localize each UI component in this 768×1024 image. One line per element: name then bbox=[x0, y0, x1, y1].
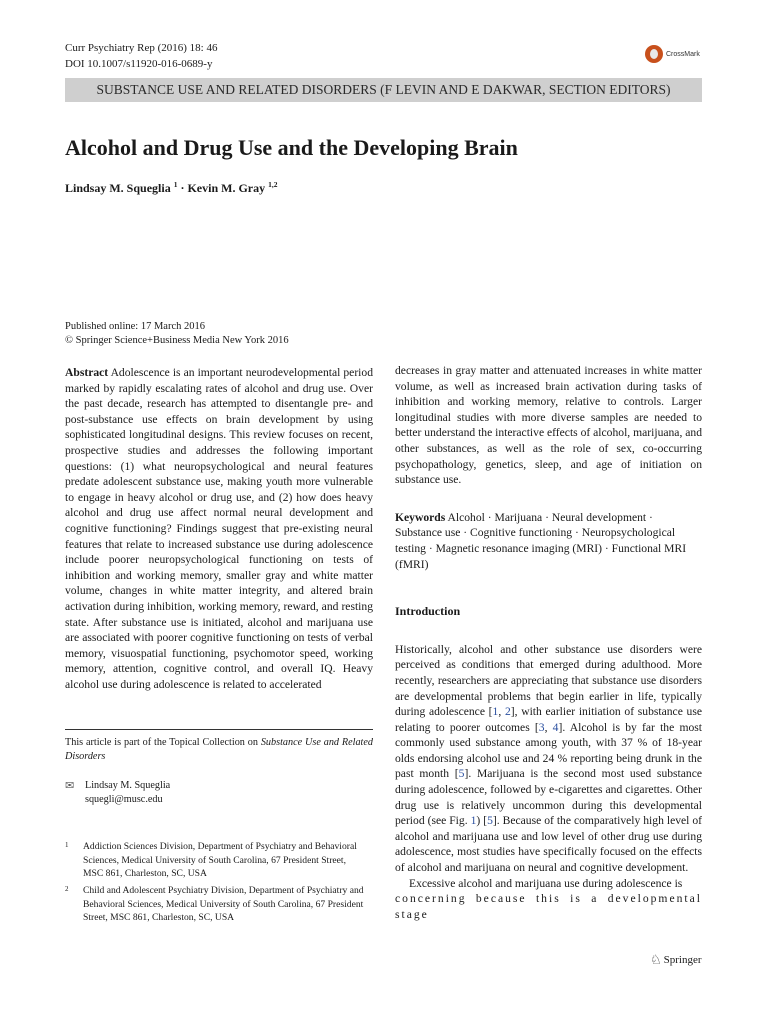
author-1-affil: 1 bbox=[173, 180, 178, 189]
keywords-list: Alcohol · Marijuana · Neural development · Substance use · Cognitive functioning · Neuropsychological testing · Magnetic resonance imaging (MRI) · Functional MRI (fMRI) bbox=[395, 510, 687, 571]
springer-label: Springer bbox=[663, 954, 702, 966]
citation-link[interactable]: 3 bbox=[538, 720, 545, 734]
author-2[interactable]: Kevin M. Gray bbox=[187, 181, 266, 195]
author-separator: · bbox=[180, 181, 188, 195]
citation-link[interactable]: 5 bbox=[458, 767, 465, 781]
doi[interactable]: DOI 10.1007/s11920-016-0689-y bbox=[65, 58, 213, 70]
affiliation-2 bbox=[65, 884, 373, 925]
crossmark-icon bbox=[645, 45, 663, 63]
author-line bbox=[65, 180, 278, 196]
abstract-continued: decreases in gray matter and attenuated increases in white matter volume, as well as increased brain activation during tasks of inhibition and working memory, relative to controls. Larger longitudinal studies with more diverse samples are needed to better understand the interactive effects of alcohol, marijuana, and other substances, as well as the role of sex, co-occurring psychopathology, genetics, sleep, and age of initiation on substance use. bbox=[395, 364, 702, 487]
footnote-divider bbox=[65, 729, 373, 730]
introduction-heading: Introduction bbox=[395, 604, 461, 619]
citation-link[interactable]: 5 bbox=[487, 814, 493, 828]
intro-paragraph-1: Historically, alcohol and other substance use disorders were perceived as conditions that emerged during adulthood. More recently, researchers are appreciating that substance use disorders are developmental problems that begin earlier in life, typically during adolescence [1, 2], with earlier initiation of substance use relating to poorer outcomes [3, 4]. Alcohol is by far the most commonly used substance among youth, with 37 % of 18-year olds endorsing alcohol use and 24 % reporting being drunk in the past month [5]. Marijuana is the second most used substance during adolescence, followed by e-cigarettes and cigarettes. Other drug use is relatively uncommon during this developmental period (see Fig. 1) [5]. Because of the comparatively high level of alcohol and marijuana use and low level of other drug use during adolescence, most studies have specifically focused on the effects of alcohol and marijuana on neural and cognitive development. bbox=[395, 642, 703, 875]
journal-header bbox=[65, 40, 217, 72]
section-banner: SUBSTANCE USE AND RELATED DISORDERS (F LEVIN AND E DAKWAR, SECTION EDITORS) bbox=[65, 78, 702, 102]
springer-logo bbox=[650, 952, 702, 968]
affiliation-num: 2 bbox=[65, 885, 69, 893]
journal-citation: Curr Psychiatry Rep (2016) 18: 46 bbox=[65, 42, 218, 54]
topical-collection[interactable]: Substance Use and Related Disorders bbox=[65, 737, 373, 762]
abstract-text: Adolescence is an important neurodevelopmental period marked by rapidly escalating rates of alcohol and drug use. Over the past decade, research has attempted to disentangle pre- and post-substance use effects on brain development by using sophisticated longitudinal designs. This review focuses on recent, prospective studies and addresses the following important questions: (1) what neuropsychological and neural features predate adolescent substance use, making youth more vulnerable to engage in heavy alcohol or drug use, and (2) how does heavy alcohol and drug use affect normal neural development and cognitive functioning? Findings suggest that pre-existing neural features that relate to increased substance use during adolescence include poorer neuropsychological functioning on tests of inhibition and working memory, smaller gray and white matter volume, changes in white matter integrity, and altered brain activation during inhibition, working memory, reward, and resting state. After substance use is initiated, alcohol and marijuana use are associated with poorer cognitive functioning on tests of verbal memory, visuospatial functioning, psychomotor speed, working memory, attention, cognitive control, and overall IQ. Heavy alcohol use during adolescence is related to accelerated bbox=[65, 366, 373, 691]
affiliation-text: Addiction Sciences Division, Department of Psychiatry and Behavioral Sciences, Medical University of South Carolina, 67 President Street, MSC 861, Charleston, SC, USA bbox=[83, 841, 357, 879]
correspondence bbox=[65, 779, 170, 807]
correspondence-name: Lindsay M. Squeglia bbox=[85, 780, 171, 791]
affiliation-num: 1 bbox=[65, 841, 69, 849]
keywords-label: Keywords bbox=[395, 510, 446, 524]
envelope-icon: ✉ bbox=[65, 780, 75, 792]
right-column bbox=[395, 363, 702, 922]
citation-link[interactable]: 2 bbox=[504, 705, 511, 719]
author-1[interactable]: Lindsay M. Squeglia bbox=[65, 181, 171, 195]
abstract-label: Abstract bbox=[65, 366, 109, 379]
author-2-affil: 1,2 bbox=[268, 180, 278, 189]
copyright: © Springer Science+Business Media New York 2016 bbox=[65, 335, 289, 346]
publication-info bbox=[65, 320, 289, 348]
affiliation-1 bbox=[65, 840, 373, 881]
intro-paragraph-2: Excessive alcohol and marijuana use during adolescence is concerning because this is a developmental stage bbox=[395, 876, 702, 921]
topical-collection-note bbox=[65, 736, 373, 764]
figure-link[interactable]: 1 bbox=[470, 814, 477, 828]
published-date: Published online: 17 March 2016 bbox=[65, 321, 205, 332]
abstract-left bbox=[65, 365, 373, 692]
article-title: Alcohol and Drug Use and the Developing Brain bbox=[65, 135, 518, 160]
topical-prefix: This article is part of the Topical Collection on bbox=[65, 737, 261, 748]
keywords bbox=[395, 510, 702, 572]
crossmark-badge[interactable] bbox=[645, 44, 735, 64]
springer-horse-icon: ♘ bbox=[650, 952, 662, 967]
citation-link[interactable]: 1 bbox=[492, 705, 499, 719]
affiliation-text: Child and Adolescent Psychiatry Division, Department of Psychiatry and Behavioral Sciences, Medical University of South Carolina, 67 President Street, MSC 861, Charleston, SC, USA bbox=[83, 885, 364, 923]
correspondence-email[interactable]: squegli@musc.edu bbox=[85, 794, 163, 805]
citation-link[interactable]: 4 bbox=[552, 720, 559, 734]
crossmark-label: CrossMark bbox=[666, 50, 700, 58]
